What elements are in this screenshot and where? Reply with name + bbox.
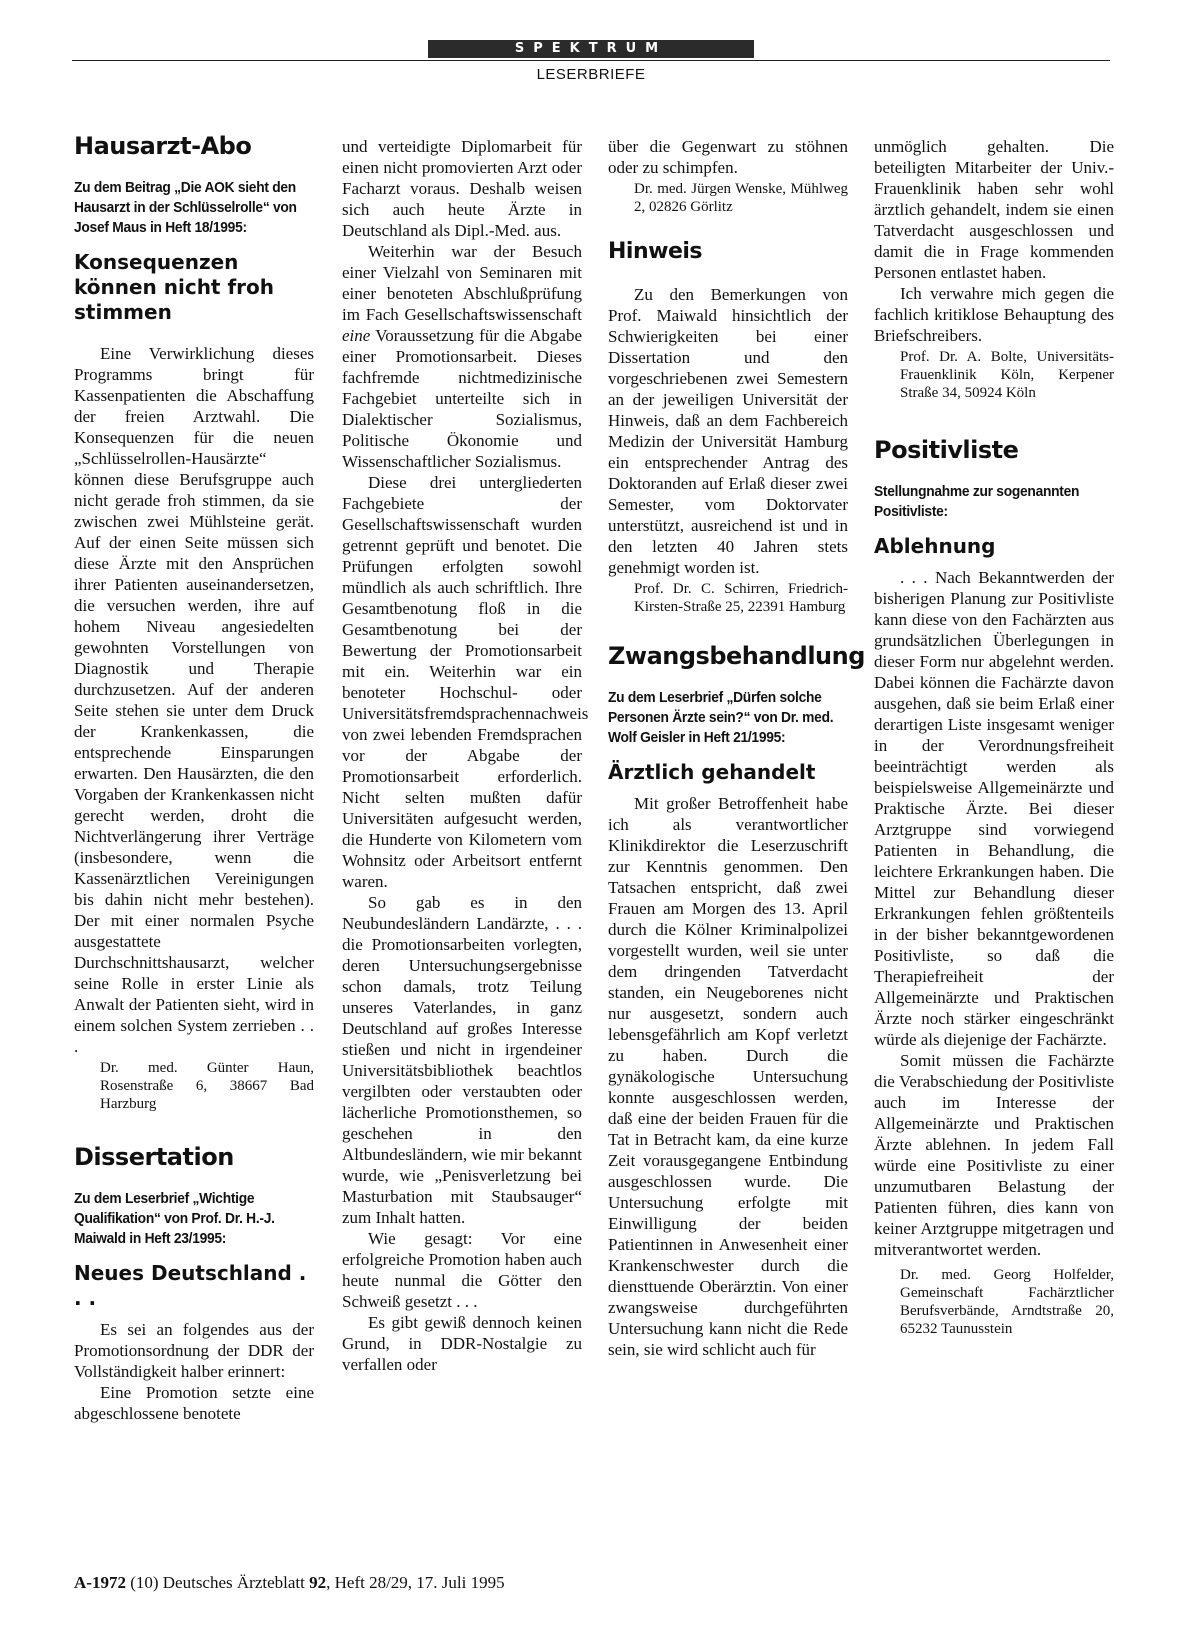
article-title-dissertation: Dissertation bbox=[74, 1143, 234, 1171]
letter-signature: Prof. Dr. A. Bolte, Universitäts-Frauenklinik Köln, Kerpener Straße 34, 50924 Köln bbox=[900, 349, 1114, 401]
column-3 bbox=[608, 136, 865, 1360]
letter-paragraph: und verteidigte Diplomarbeit für einen nicht promovierten Arzt oder Facharzt voraus. Deshalb weisen sich auch heute Ärzte in Deutschland als Dipl.-Med. aus. bbox=[342, 137, 582, 240]
letter-paragraph: Somit müssen die Fachärzte die Verabschiedung der Positivliste auch im Interesse der Allgemeinärzte und Praktischen Ärzte ablehnen. In jedem Fall würde eine Positivliste zu einer unzumutbaren Belastung der Patienten führen, dies kann von keiner Arztgruppe mitgetragen und mitverantwortet werden. bbox=[874, 1051, 1114, 1259]
letter-signature: Dr. med. Günter Haun, Rosenstraße 6, 38667 Bad Harzburg bbox=[100, 1060, 314, 1112]
footer-journal: (10) Deutsches Ärzteblatt bbox=[125, 1573, 310, 1592]
article-subtitle: Ärztlich gehandelt bbox=[608, 760, 816, 784]
article-title-zwangsbehandlung: Zwangsbehandlung bbox=[608, 642, 865, 670]
emphasis-text: eine bbox=[342, 326, 371, 345]
letter-paragraph: . . . Nach Bekanntwerden der bisherigen Planung zur Positivliste kann diese von den Fachärzten aus grundsätzlichen Überlegungen in dieser Form nur abgelehnt werden. Dabei können die Fachärzte davon ausgehen, daß sie beim Erlaß einer derartigen Liste insgesamt weniger in der Verordnungsfreiheit beeinträchtigt werden als beispielsweise Allgemeinärzte und Praktische Ärzte. Bei dieser Arztgruppe sind vorwiegend Patienten in Behandlung, die leichtere Erkrankungen haben. Die Mittel zur Behandlung dieser Erkrankungen fehlen größtenteils in der bisher bekanntgewordenen Positivliste, so daß die Therapiefreiheit der Allgemeinärzte und Praktischen Ärzte noch stärker eingeschränkt würde als diejenige der Fachärzte. bbox=[874, 568, 1114, 1049]
letter-paragraph: über die Gegenwart zu stöhnen oder zu schimpfen. bbox=[608, 137, 848, 177]
article-subtitle: Neues Deutschland . . . bbox=[74, 1261, 307, 1310]
letter-paragraph bbox=[342, 241, 582, 472]
letter-body: Mit großer Betroffenheit habe ich als verantwortlicher Klinikdirektor die Leserzuschrift zur Kenntnis genommen. Den Tatsachen entspricht, daß zwei Frauen am Morgen des 13. April durch die Kölner Kriminalpolizei vorgestellt wurden, weil sie unter dem dringenden Tatverdacht standen, ein Neugeborenes nicht nur ausgesetzt, sondern auch lebensgefährlich am Kopf verletzt zu haben. Durch die gynäkologische Untersuchung konnte ausgeschlossen werden, daß eine der beiden Frauen für die Tat in Betracht kam, da eine kurze Zeit vorausgegangene Entbindung ausgeschlossen wurde. Die Untersuchung erfolgte mit Einwilligung der beiden Patientinnen in Anwesenheit einer Krankenschwester durch die diensttuende Oberärztin. Von einer zwangsweise durchgeführten Untersuchung kann nicht die Rede sein, sie wird schlicht auch für bbox=[608, 794, 848, 1359]
letter-paragraph: Es sei an folgendes aus der Promotionsordnung der DDR der Vollständigkeit halber erinnert: bbox=[74, 1320, 314, 1381]
page-footer bbox=[74, 1573, 505, 1593]
letter-paragraph: Eine Promotion setzte eine abgeschlossene benotete bbox=[74, 1383, 314, 1423]
article-intro: Zu dem Leserbrief „Wichtige Qualifikation“ von Prof. Dr. H.-J. Maiwald in Heft 23/1995: bbox=[74, 1190, 275, 1247]
letter-paragraph: Es gibt gewiß dennoch keinen Grund, in DDR-Nostalgie zu verfallen oder bbox=[342, 1313, 582, 1374]
column-1 bbox=[74, 132, 314, 1424]
letter-body: Eine Verwirklichung dieses Programms bringt für Kassenpatienten die Abschaffung der freien Arztwahl. Die Konsequenzen für die neuen „Schlüsselrollen-Hausärzte“ können diese Berufsgruppe auch nicht gerade froh stimmen, da sie zwischen zwei Mühlsteine gerät. Auf der einen Seite müssen sich diese Ärzte mit den Ansprüchen ihrer Patienten auseinandersetzen, die versuchen werden, ihre auf hohem Niveau angesiedelten gewohnten Vorstellungen von Diagnostik und Therapie durchzusetzen. Auf der anderen Seite stehen sie unter dem Druck der Krankenkassen, die entsprechende Einsparungen erwarten. Den Hausärzten, die den Vorgaben der Krankenkassen nicht gerecht werden, droht die Nichtverlängerung ihrer Verträge (insbesondere, wenn die Kassenärztlichen Vereinigungen bis dahin nicht mehr bestehen). Der mit einer normalen Psyche ausgestattete Durchschnittshausarzt, welcher seine Rolle in erster Linie als Anwalt der Patienten sieht, wird in einem solchen System zerrieben . . . bbox=[74, 344, 314, 1056]
paragraph-text: Voraussetzung für die Abgabe einer Promotionsarbeit. Dieses fachfremde nichtmedizinische Fachgebiet unterteilte sich in Dialektischer Sozialismus, Politische Ökonomie und Wissenschaftlicher Sozialismus. bbox=[342, 326, 583, 471]
article-title-positivliste: Positivliste bbox=[874, 436, 1019, 464]
article-title-hausarzt: Hausarzt-Abo bbox=[74, 132, 252, 160]
footer-issue: , Heft 28/29, 17. Juli 1995 bbox=[326, 1573, 505, 1592]
letter-paragraph: unmöglich gehalten. Die beteiligten Mitarbeiter der Univ.-Frauenklinik haben sehr wohl ärztlich gehandelt, indem sie einen Tatverdacht ausgeschlossen und damit die in Frage kommenden Personen entlastet haben. bbox=[874, 137, 1114, 282]
letter-paragraph: So gab es in den Neubundesländern Landärzte, . . . die Promotionsarbeiten vorlegten, deren Untersuchungsergebnisse schon damals, trotz Teilung unseres Vaterlandes, in ganz Deutschland auf großes Interesse stießen und nicht in irgendeiner Universitätsbibliothek beachtlos vergilbten oder verstaubten oder lächerliche Promotionsthemen, so geschehen in den Altbundesländern, wie mir bekannt wurde, wie „Penisverletzung bei Masturbation mit Staubsauger“ zum Inhalt hatten. bbox=[342, 893, 582, 1227]
letter-paragraph: Wie gesagt: Vor eine erfolgreiche Promotion haben auch heute nunmal die Götter den Schweiß gesetzt . . . bbox=[342, 1229, 582, 1311]
article-intro: Zu dem Beitrag „Die AOK sieht den Hausarzt in der Schlüsselrolle“ von Josef Maus in Heft 18/1995: bbox=[74, 179, 297, 236]
article-intro: Stellungnahme zur sogenannten Positivliste: bbox=[874, 483, 1080, 520]
letter-signature: Dr. med. Georg Holfelder, Gemeinschaft Fachärztlicher Berufsverbände, Arndtstraße 20, 65232 Taunusstein bbox=[900, 1267, 1114, 1337]
letter-signature: Prof. Dr. C. Schirren, Friedrich-Kirsten-Straße 25, 22391 Hamburg bbox=[634, 581, 848, 615]
header-rule bbox=[72, 60, 1110, 61]
page-number: A-1972 bbox=[74, 1573, 126, 1592]
paragraph-text: Weiterhin war der Besuch einer Vielzahl von Seminaren mit einer benoteten Abschlußprüfung im Fach Gesellschaftswissenschaft bbox=[342, 242, 582, 324]
letter-paragraph: Ich verwahre mich gegen die fachlich kritiklose Behauptung des Briefschreibers. bbox=[874, 284, 1114, 345]
article-title-hinweis: Hinweis bbox=[608, 239, 702, 264]
column-4 bbox=[874, 136, 1114, 1338]
article-intro: Zu dem Leserbrief „Dürfen solche Personen Ärzte sein?“ von Dr. med. Wolf Geisler in Heft 21/1995: bbox=[608, 689, 834, 746]
article-subtitle: Ablehnung bbox=[874, 534, 996, 558]
footer-volume: 92 bbox=[309, 1573, 327, 1592]
section-subhead: LESERBRIEFE bbox=[536, 66, 646, 83]
letter-body: Zu den Bemerkungen von Prof. Maiwald hinsichtlich der Schwierigkeiten bei einer Dissertation und den vorgeschriebenen zwei Semestern an der jeweiligen Universität der Hinweis, daß an dem Fachbereich Medizin der Universität Hamburg ein entsprechender Antrag des Doktoranden auf Erlaß dieser zwei Semester, vom Doktorvater unterstützt, ausreichend ist und in den letzten 40 Jahren stets genehmigt worden ist. bbox=[608, 285, 848, 577]
letter-signature: Dr. med. Jürgen Wenske, Mühlweg 2, 02826 Görlitz bbox=[634, 181, 848, 215]
article-subtitle: Konsequenzen können nicht froh stimmen bbox=[74, 250, 274, 324]
section-banner: SPEKTRUM bbox=[428, 40, 754, 58]
column-2 bbox=[342, 136, 589, 1375]
letter-paragraph: Diese drei untergliederten Fachgebiete der Gesellschaftswissenschaft wurden getrennt geprüft und benotet. Die Prüfungen erfolgten sowohl mündlich als auch schriftlich. Ihre Gesamtbenotung floß in die Gesamtbenotung bei der Bewertung der Promotionsarbeit mit ein. Weiterhin war ein benoteter Hochschul- oder Universitätsfremdsprachennachweis von zwei lebenden Fremdsprachen vor der Abgabe der Promotionsarbeit erforderlich. Nicht selten mußten dafür Universitäten aufgesucht werden, die Hunderte von Kilometern vom Wohnsitz oder Arbeitsort entfernt waren. bbox=[342, 473, 589, 891]
